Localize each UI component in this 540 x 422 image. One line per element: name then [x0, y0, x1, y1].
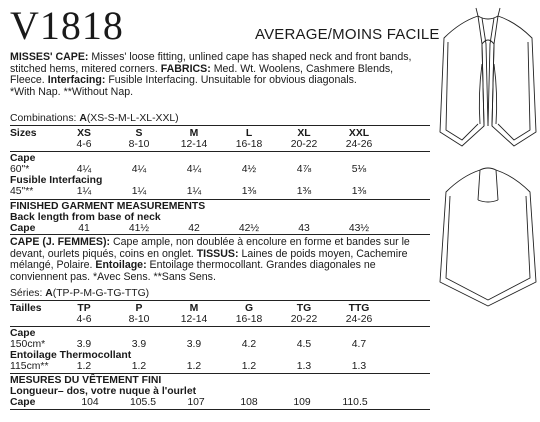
fr-interfacing-meters: 1.3 [296, 361, 312, 372]
size-range: 20-22 [290, 139, 318, 150]
cape-yardage: 4¼ [131, 164, 147, 175]
series-prefix: Séries: [10, 288, 46, 299]
fr-cape-meters: 4.5 [296, 339, 312, 350]
cape-label: Cape [10, 153, 36, 164]
cape-yardage: 4¼ [186, 164, 202, 175]
fr-size-range: 16-18 [235, 314, 263, 325]
fr-cape-meters: 3.9 [186, 339, 202, 350]
fr-size-code: P [135, 303, 143, 314]
nap-note: *With Nap. **Without Nap. [10, 85, 134, 98]
fr-desc-text: Cape ample, non doublée à encolure en forme et bandes sur le devant, ourlets piqués, coins en onglet. [10, 236, 410, 260]
fr-finished-measurement: 107 [187, 397, 205, 408]
divider [10, 125, 430, 126]
finished-measurement: 43 [298, 223, 310, 234]
fr-cape-meters: 4.7 [351, 339, 367, 350]
desc-text: Misses' loose fitting, unlined cape has shaped neck and front bands, stitched hems, mitered corners. [10, 51, 412, 75]
difficulty-label: AVERAGE/MOINS FACILE [255, 26, 440, 43]
divider [10, 326, 430, 327]
fr-interfacing-label: Entoilage: [95, 259, 147, 272]
interfacing-yardage: 1¼ [131, 186, 147, 197]
english-description [10, 52, 430, 98]
cape-yardage: 4¼ [76, 164, 92, 175]
size-code: XS [77, 128, 91, 139]
fr-interfacing-width: 115cm** [10, 361, 49, 372]
fr-finished-measurement: 105.5 [129, 397, 156, 408]
interfacing-yardage: 1¼ [76, 186, 92, 197]
size-code: XXL [348, 128, 370, 139]
fr-finished-measurement: 108 [240, 397, 258, 408]
fr-size-range: 4-6 [76, 314, 92, 325]
interfacing-label: Interfacing: [47, 74, 106, 87]
cape-yardage: 4½ [241, 164, 257, 175]
fr-size-code: TP [77, 303, 91, 314]
divider [10, 234, 430, 235]
cape-back-illustration [438, 160, 538, 308]
fr-interfacing-meters: 1.2 [186, 361, 202, 372]
finished-measurement: 41 [78, 223, 90, 234]
size-range: 4-6 [76, 139, 92, 150]
fr-fabrics-text: Laines de poids moyen, Cachemire mélangé, Polaire. [10, 247, 408, 272]
fr-size-code: TG [296, 303, 312, 314]
fr-size-code: TTG [348, 303, 370, 314]
combinations-line [10, 113, 179, 125]
combinations-sizes: (XS-S-M-L-XL-XXL) [86, 113, 179, 124]
fr-finished-cape-label: Cape [10, 397, 36, 408]
size-code: XL [297, 128, 311, 139]
interfacing-yardage: 1¼ [186, 186, 202, 197]
combinations-prefix: Combinations: [10, 113, 80, 124]
fr-interfacing-text: Entoilage thermocollant. Grandes diagonales ne conviennent pas. *Avec Sens. **Sans Sens. [10, 259, 376, 283]
divider [10, 300, 430, 301]
fr-desc-title: CAPE (J. FEMMES): [10, 236, 111, 248]
interfacing-row-label: Fusible Interfacing [10, 175, 103, 186]
fr-back-length-label: Longueur– dos, votre nuque à l'ourlet [10, 386, 197, 397]
interfacing-width: 45"** [10, 186, 34, 197]
size-range: 8-10 [128, 139, 150, 150]
size-code: L [245, 128, 253, 139]
fr-interfacing-meters: 1.2 [241, 361, 257, 372]
interfacing-yardage: 1⅜ [296, 186, 312, 197]
back-length-label: Back length from base of neck [10, 212, 161, 223]
fr-cape-width: 150cm* [10, 339, 46, 350]
fr-size-range: 12-14 [180, 314, 208, 325]
fabrics-label: FABRICS: [160, 62, 211, 75]
interfacing-text: Fusible Interfacing. Unsuitable for obvious diagonals. [105, 74, 357, 87]
finished-measurement: 41½ [128, 223, 150, 234]
sizes-label: Sizes [10, 128, 37, 139]
fabrics-text: Med. Wt. Woolens, Cashmere Blends, Fleece. [10, 62, 394, 87]
finished-title: FINISHED GARMENT MEASUREMENTS [10, 201, 206, 212]
fr-cape-meters: 3.9 [131, 339, 147, 350]
fr-sizes-label: Tailles [10, 303, 42, 314]
series-line [10, 288, 149, 300]
interfacing-yardage: 1⅜ [241, 186, 257, 197]
desc-title: MISSES' CAPE: [10, 51, 89, 63]
divider [10, 199, 430, 200]
fr-interfacing-meters: 1.2 [131, 361, 147, 372]
divider [10, 409, 430, 410]
finished-measurement: 42½ [238, 223, 260, 234]
divider [10, 373, 430, 374]
fr-interfacing-meters: 1.3 [351, 361, 367, 372]
fr-finished-measurement: 109 [293, 397, 311, 408]
fr-size-code: G [244, 303, 254, 314]
fr-fabrics-label: TISSUS: [196, 247, 239, 260]
fr-finished-measurement: 110.5 [342, 397, 368, 408]
size-range: 12-14 [180, 139, 208, 150]
cape-front-illustration [438, 4, 538, 152]
finished-measurement: 42 [188, 223, 200, 234]
size-code: M [189, 128, 199, 139]
cape-fabric-width: 60"* [10, 164, 30, 175]
fr-cape-meters: 4.2 [241, 339, 257, 350]
finished-measurement: 43½ [348, 223, 370, 234]
size-code: S [135, 128, 143, 139]
interfacing-yardage: 1⅜ [351, 186, 367, 197]
series-view: A [45, 288, 53, 299]
fr-interfacing-meters: 1.2 [76, 361, 92, 372]
fr-cape-label: Cape [10, 328, 36, 339]
fr-cape-meters: 3.9 [76, 339, 92, 350]
divider [10, 151, 430, 152]
series-sizes: (TP-P-M-G-TG-TTG) [52, 288, 150, 299]
combinations-view: A [79, 113, 87, 124]
cape-yardage: 5⅛ [351, 164, 367, 175]
finished-cape-label: Cape [10, 223, 36, 234]
fr-size-code: M [189, 303, 199, 314]
size-range: 24-26 [345, 139, 373, 150]
fr-finished-measurement: 104 [81, 397, 99, 408]
cape-yardage: 4⅞ [296, 164, 312, 175]
french-description [10, 237, 430, 283]
fr-size-range: 20-22 [290, 314, 318, 325]
fr-finished-title: MESURES DU VÊTEMENT FINI [10, 375, 162, 386]
pattern-number: V1818 [10, 3, 124, 48]
fr-size-range: 24-26 [345, 314, 373, 325]
fr-size-range: 8-10 [128, 314, 150, 325]
fr-interfacing-row-label: Entoilage Thermocollant [10, 350, 132, 361]
size-range: 16-18 [235, 139, 263, 150]
